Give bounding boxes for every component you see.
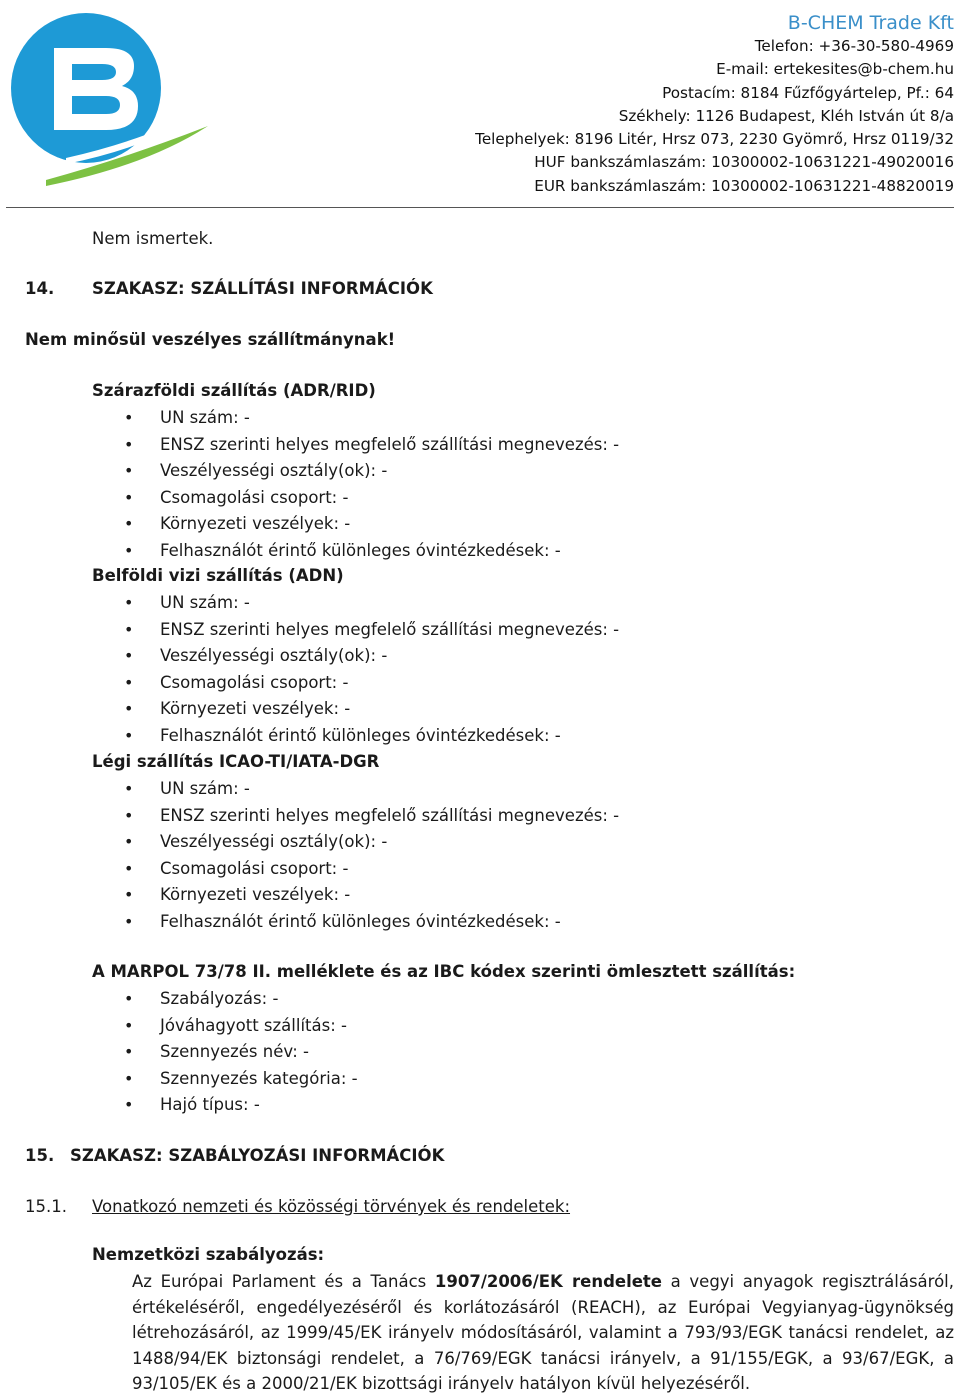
transport-group-title: Szárazföldi szállítás (ADR/RID) (92, 381, 376, 400)
company-huf-account: HUF bankszámlaszám: 10300002-10631221-49020016 (534, 153, 954, 172)
bullet-icon: • (124, 540, 134, 560)
bullet-icon: • (124, 514, 134, 534)
bullet-icon: • (124, 805, 134, 825)
bullet-icon: • (124, 1015, 134, 1035)
bullet-icon: • (124, 593, 134, 612)
transport-group-title: Légi szállítás ICAO-TI/IATA-DGR (92, 752, 380, 771)
section-15-number: 15. (25, 1146, 55, 1165)
regulation-reference: 1907/2006/EK rendelete (434, 1272, 662, 1291)
international-regulation-title: Nemzetközi szabályozás: (92, 1245, 325, 1264)
company-email: E-mail: ertekesites@b-chem.hu (716, 60, 954, 79)
header-divider (6, 207, 954, 208)
section-14-number: 14. (25, 279, 55, 298)
company-sites: Telephelyek: 8196 Litér, Hrsz 073, 2230 Gyömrő, Hrsz 0119/32 (475, 130, 954, 149)
company-phone: Telefon: +36-30-580-4969 (754, 37, 954, 55)
bullet-icon: • (124, 832, 134, 852)
not-dangerous-notice: Nem minősül veszélyes szállítmánynak! (25, 330, 396, 349)
subsection-15-1-title: Vonatkozó nemzeti és közösségi törvények és rendeletek: (92, 1197, 571, 1216)
international-regulation-paragraph: Az Európai Parlament és a Tanács 1907/2006/EK rendelete a vegyi anyagok regisztrálásáról, értékeléséről, engedélyezéséről és korlátozásáról (REACH), az Európai Vegyianyag-ügynökség létrehozásáról, az 1999/45/EK irányelv módosításáról, valamint a 793/93/EGK tanácsi rendelet, az 1488/94/EK biztonsági rendelet, a 76/769/EGK tanácsi irányelv, a 91/155/EGK, a 93/67/EGK, a 93/105/EK és a 2000/21/EK bizottsági irányelv hatályon kívül helyezéséről. (132, 1272, 954, 1393)
company-eur-account: EUR bankszámlaszám: 10300002-10631221-48820019 (534, 176, 954, 195)
bullet-icon: • (124, 408, 134, 427)
bullet-icon: • (124, 699, 134, 719)
not-known-text: Nem ismertek. (92, 229, 214, 248)
bullet-icon: • (124, 434, 134, 454)
bullet-icon: • (124, 725, 134, 745)
company-seat: Székhely: 1126 Budapest, Kléh István út 8/a (618, 106, 954, 125)
bullet-icon: • (124, 911, 134, 931)
bullet-icon: • (124, 646, 134, 666)
bullet-icon: • (124, 779, 134, 798)
bullet-icon: • (124, 858, 134, 878)
marpol-title: A MARPOL 73/78 II. melléklete és az IBC kódex szerinti ömlesztett szállítás: (92, 962, 796, 981)
bullet-icon: • (124, 461, 134, 481)
bullet-icon: • (124, 619, 134, 639)
company-postal-address: Postacím: 8184 Fűzfőgyártelep, Pf.: 64 (662, 83, 954, 102)
section-15-title: SZAKASZ: SZABÁLYOZÁSI INFORMÁCIÓK (70, 1146, 445, 1165)
section-14-title: SZAKASZ: SZÁLLÍTÁSI INFORMÁCIÓK (92, 279, 433, 298)
subsection-15-1-number: 15.1. (25, 1197, 67, 1216)
page-header (0, 0, 960, 210)
bullet-icon: • (124, 487, 134, 507)
company-name: B-CHEM Trade Kft (787, 12, 954, 34)
bullet-icon: • (124, 885, 134, 905)
logo-letter (54, 48, 138, 130)
transport-group-title: Belföldi vizi szállítás (ADN) (92, 566, 344, 585)
bullet-icon: • (124, 672, 134, 692)
bullet-icon: • (124, 989, 134, 1008)
bullet-icon: • (124, 1095, 134, 1115)
company-logo (6, 8, 212, 188)
company-info (475, 11, 954, 198)
bullet-icon: • (124, 1068, 134, 1088)
bullet-icon: • (124, 1042, 134, 1062)
